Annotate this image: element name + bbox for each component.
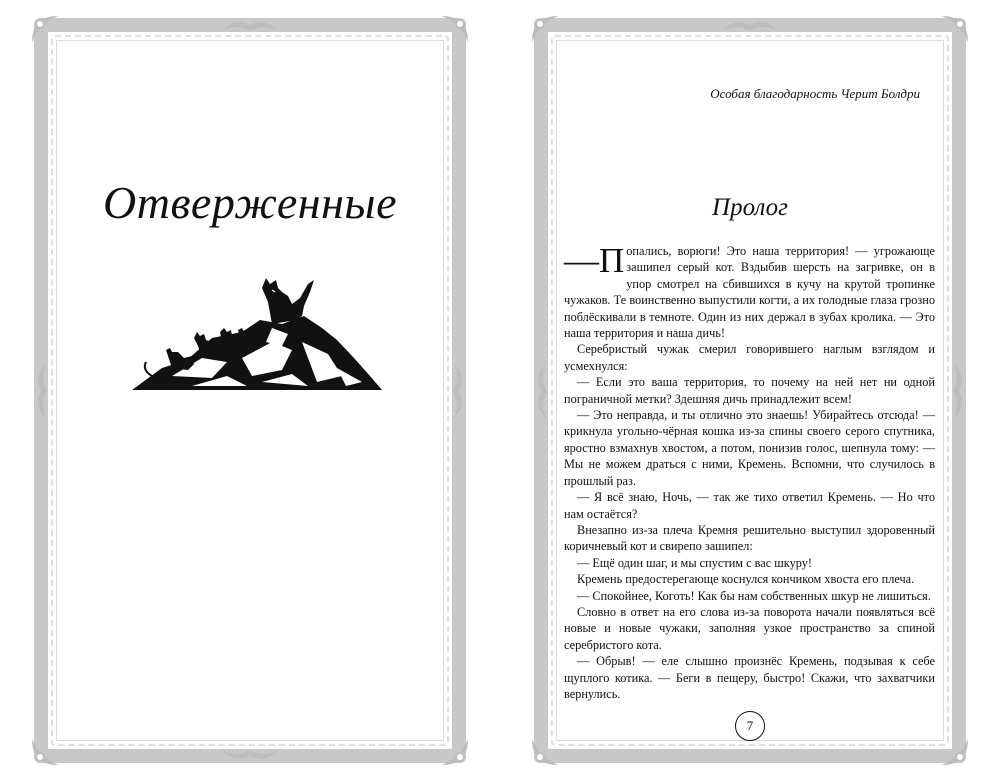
frame-corner-ornament-icon <box>28 735 62 769</box>
paragraph: Серебристый чужак смерил говорившего наглым взглядом и усмехнулся: <box>564 342 935 373</box>
paragraph: — Ещё один шаг, и мы спустим с вас шкуру! <box>577 555 812 570</box>
frame-flourish-icon <box>720 17 780 33</box>
paragraph: — Я всё знаю, Ночь, — так же тихо ответил Кремень. — Но что нам остаётся? <box>564 490 935 521</box>
frame-corner-ornament-icon <box>438 12 472 46</box>
paragraph: — Это неправда, и ты отлично это знаешь! Убирайтесь отсюда! — крикнула угольно-чёрная кошка из-за спины своего серого спутника, яростно взмахнув хвостом, а потом, понизив голос, шепнула тому: — Мы не можем драться с ними, Кремень. Вспомни, что случилось в прошлый раз. <box>564 408 935 488</box>
cats-on-rocks-illustration <box>132 258 382 393</box>
dedication-line: Особая благодарность Черит Болдри <box>710 86 920 101</box>
frame-corner-ornament-icon <box>28 12 62 46</box>
paragraph: — Спокойнее, Коготь! Как бы нам собственных шкур не лишиться. <box>577 588 931 603</box>
paragraph: Словно в ответ на его слова из-за поворота начали появляться всё новые и новые чужаки, заполняя узкое пространство за спиной серебристого кота. <box>564 604 935 652</box>
paragraph <box>564 243 935 341</box>
page-number: 7 <box>735 711 765 741</box>
frame-corner-ornament-icon <box>528 735 562 769</box>
paragraph: Кремень предостерегающе коснулся кончиком хвоста его плеча. <box>577 572 915 587</box>
right-page <box>534 18 966 763</box>
frame-flourish-icon <box>533 361 549 421</box>
book-title: Отверженные <box>103 177 397 228</box>
left-page <box>34 18 466 763</box>
frame-flourish-icon <box>33 361 49 421</box>
paragraph: Внезапно из-за плеча Кремня решительно выступил здоровенный коричневый кот и свирепо зашипел: <box>564 522 935 554</box>
drop-cap: —П <box>564 241 625 280</box>
paragraph: — Если это ваша территория, то почему на ней нет ни одной пограничной метки? Здешняя дичь принадлежит всем! <box>564 375 935 406</box>
paragraph: — Обрыв! — еле слышно произнёс Кремень, подзывая к себе щуплого котика. — Беги в пещеру, быстро! Скажи, что захватчики вернулись. <box>564 654 935 701</box>
frame-flourish-icon <box>451 361 467 421</box>
chapter-body-text <box>564 243 935 702</box>
frame-corner-ornament-icon <box>528 12 562 46</box>
frame-corner-ornament-icon <box>438 735 472 769</box>
frame-flourish-icon <box>220 17 280 33</box>
paragraph-text: опались, ворюги! Это наша территория! — угрожающе зашипел серый кот. Вздыбив шерсть на загривке, он в упор смотрел на сбившихся в кучу на крутой тропинке чужаков. Те воинственно выпустили когти, а их голодные глаза грозно поблёскивали в темноте. Один из них держал в зубах кролика. — Это наша территория и наша дичь! <box>564 244 935 341</box>
frame-corner-ornament-icon <box>938 12 972 46</box>
frame-flourish-icon <box>951 361 967 421</box>
chapter-title: Пролог <box>712 194 788 221</box>
frame-flourish-icon <box>220 748 280 764</box>
frame-corner-ornament-icon <box>938 735 972 769</box>
